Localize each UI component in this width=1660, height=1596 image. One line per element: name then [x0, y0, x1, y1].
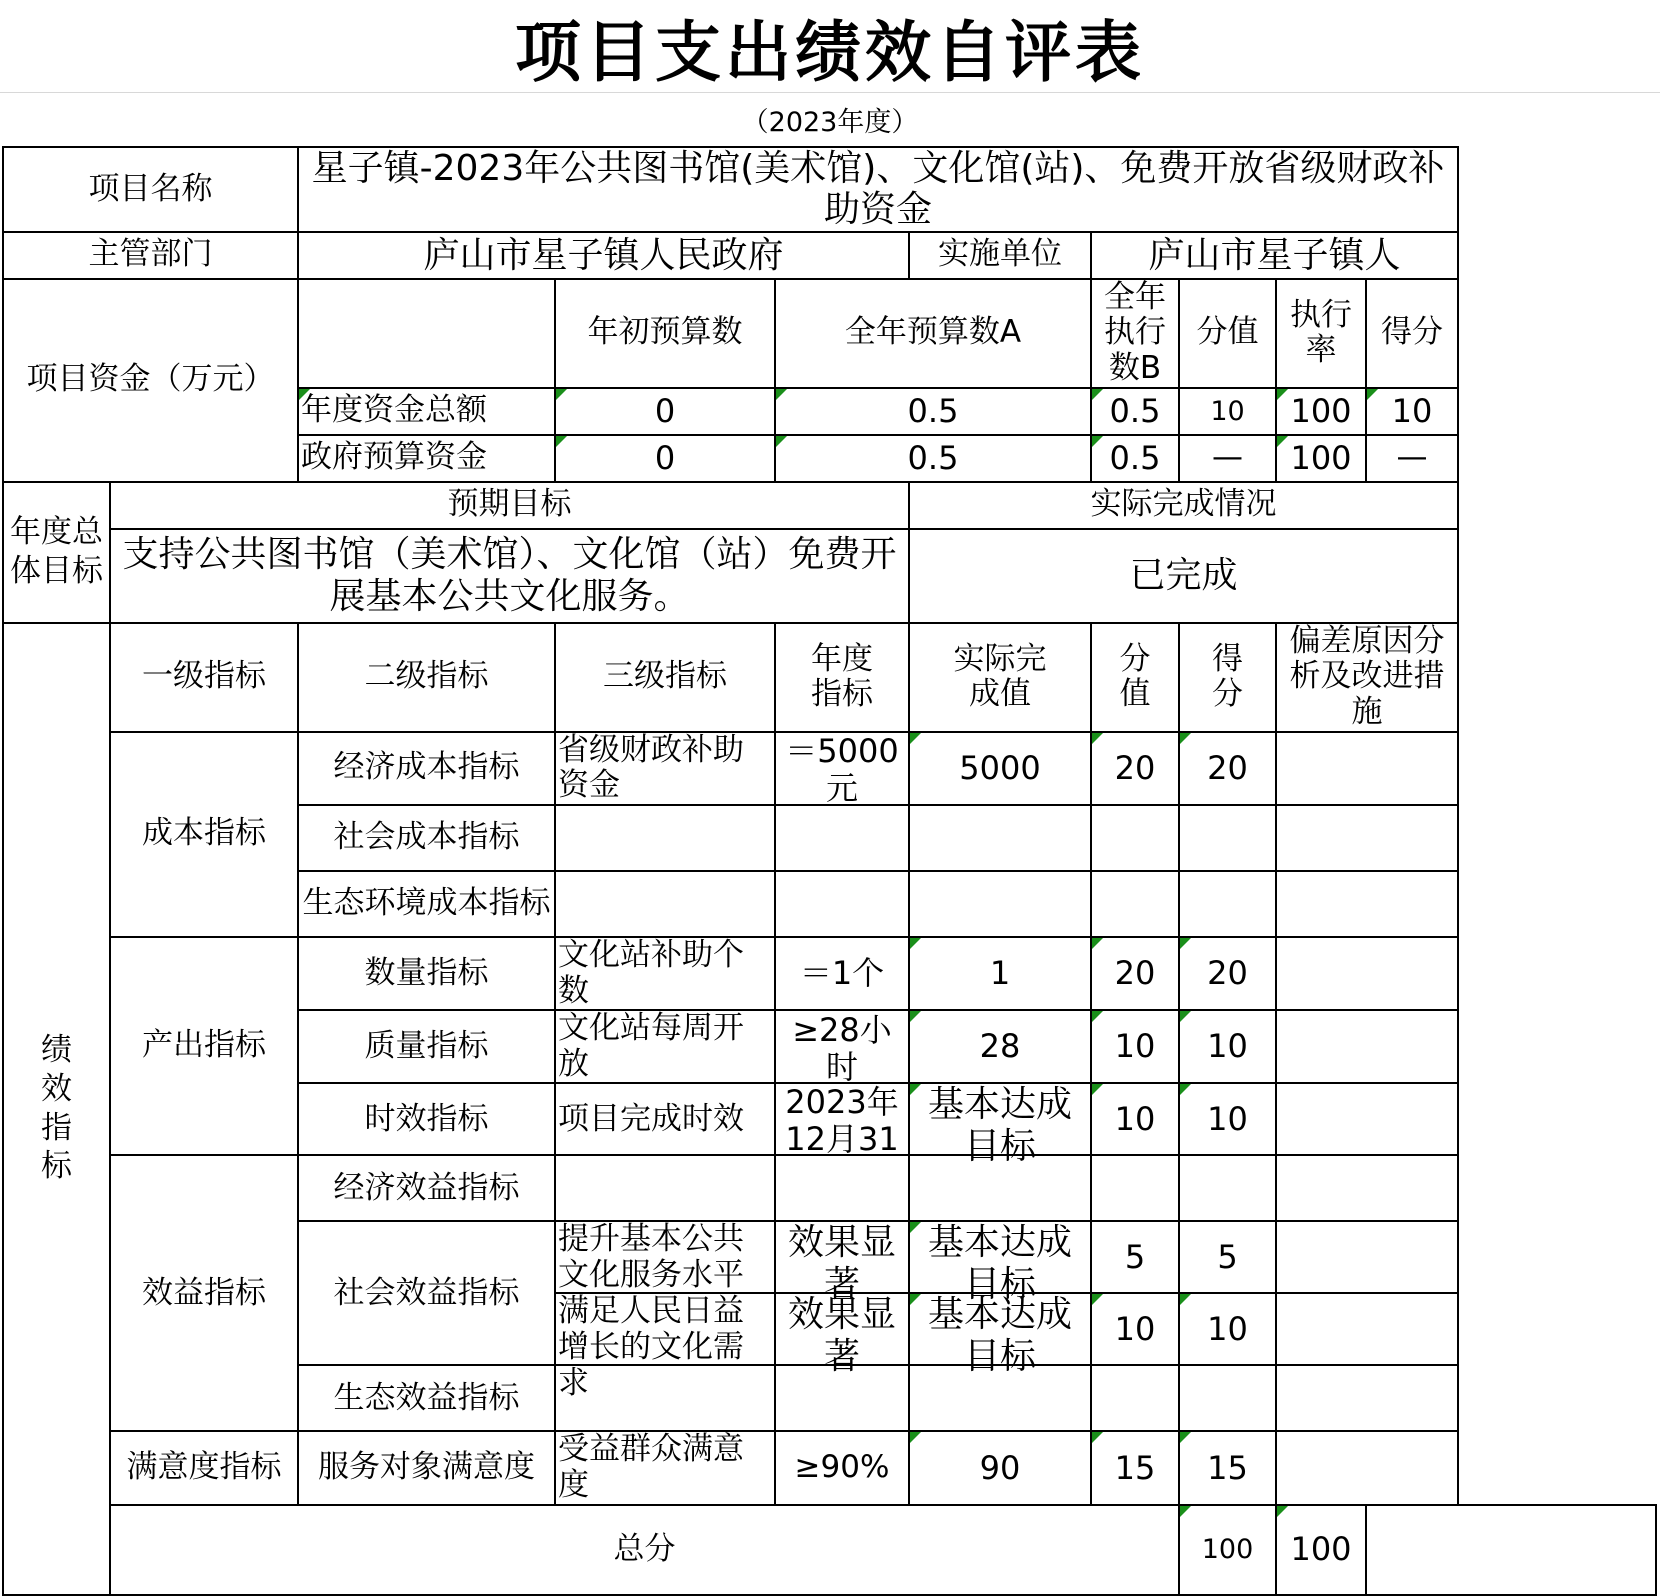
header-level3: 三级指标	[555, 623, 775, 732]
annual-text: ≥28小时	[792, 1010, 892, 1086]
total-score-value: 100	[1179, 1505, 1276, 1595]
level2-cell: 时效指标	[298, 1083, 555, 1155]
header-actual	[909, 623, 1091, 732]
deviation-cell	[1276, 1221, 1458, 1293]
deviation-cell	[1276, 1010, 1458, 1083]
level3-text: 满足人民日益增长的文化需求	[558, 1293, 744, 1401]
funds-rate-value: 100	[1276, 435, 1366, 482]
deviation-cell	[1276, 732, 1458, 805]
indicator-row	[3, 1155, 1656, 1221]
annual-cell	[775, 1010, 909, 1086]
score-cell	[1179, 1155, 1276, 1221]
funds-header-executed: 全年执行数B	[1091, 279, 1179, 388]
group-satisfaction: 满意度指标	[110, 1431, 298, 1504]
expected-goal-label: 预期目标	[110, 482, 909, 529]
indicators-label	[3, 623, 110, 1595]
total-row	[3, 1505, 1656, 1595]
score-cell: 20	[1179, 732, 1276, 805]
level3-cell	[555, 805, 775, 871]
dept-value: 庐山市星子镇人民政府	[298, 232, 909, 279]
deviation-cell	[1276, 1293, 1458, 1365]
actual-cell: 90	[909, 1431, 1091, 1504]
level2-cell: 经济成本指标	[298, 732, 555, 805]
indicator-row	[3, 732, 1656, 805]
score-value-cell	[1091, 871, 1179, 937]
level3-cell	[555, 1293, 775, 1401]
group-benefit: 效益指标	[110, 1155, 298, 1431]
level3-cell	[555, 871, 775, 937]
goals-label: 年度总体目标	[3, 482, 110, 623]
score-cell	[1179, 871, 1276, 937]
actual-cell: 5000	[909, 732, 1091, 805]
level3-cell	[555, 1155, 775, 1221]
actual-text: 基本达成目标	[927, 1084, 1072, 1167]
score-value-cell: 10	[1091, 1083, 1179, 1155]
funds-header-score: 得分	[1366, 279, 1458, 388]
total-label: 总分	[110, 1505, 1179, 1595]
self-evaluation-table	[2, 146, 1657, 1596]
deviation-cell	[1276, 1365, 1458, 1431]
indicators-header-row	[3, 623, 1656, 732]
deviation-cell	[1276, 1431, 1458, 1504]
deviation-cell	[1276, 871, 1458, 937]
actual-completion-text: 已完成	[909, 529, 1458, 623]
level2-cell: 数量指标	[298, 937, 555, 1010]
impl-label: 实施单位	[909, 232, 1091, 279]
header-annual	[775, 623, 909, 732]
score-cell	[1179, 805, 1276, 871]
level3-text: 提升基本公共文化服务水平	[558, 1221, 744, 1294]
dept-label: 主管部门	[3, 232, 298, 279]
expected-goal-text: 支持公共图书馆（美术馆）、文化馆（站）免费开展基本公共文化服务。	[110, 529, 909, 623]
level3-cell: 省级财政补助资金	[555, 732, 775, 805]
header-level2: 二级指标	[298, 623, 555, 732]
goals-header-row	[3, 482, 1656, 529]
actual-completion-label: 实际完成情况	[909, 482, 1458, 529]
level3-cell	[555, 1221, 775, 1293]
annual-cell	[775, 1221, 909, 1305]
form-year: （2023年度）	[741, 107, 919, 138]
funds-header-row	[3, 279, 1656, 388]
score-value-cell: 5	[1091, 1221, 1179, 1293]
level2-cell: 质量指标	[298, 1010, 555, 1083]
score-value-cell: 15	[1091, 1431, 1179, 1504]
funds-executed-value: 0.5	[1091, 388, 1179, 435]
header-score-text: 得分	[1212, 640, 1243, 713]
indicator-row	[3, 1431, 1656, 1504]
deviation-cell	[1276, 1155, 1458, 1221]
actual-text: 基本达成目标	[927, 1222, 1072, 1305]
funds-header-initial: 年初预算数	[555, 279, 775, 388]
actual-cell	[909, 1221, 1091, 1305]
level2-cell: 生态环境成本指标	[298, 871, 555, 937]
score-value-cell: 10	[1091, 1293, 1179, 1365]
funds-initial-value: 0	[555, 435, 775, 482]
score-value-cell	[1091, 1155, 1179, 1221]
annual-cell	[775, 1293, 909, 1377]
annual-cell	[775, 1083, 909, 1159]
level3-cell: 受益群众满意度	[555, 1431, 775, 1504]
actual-cell	[909, 805, 1091, 871]
form-title: 项目支出绩效自评表	[0, 0, 1660, 93]
funds-score-value: —	[1179, 435, 1276, 482]
funds-header-score-value: 分值	[1179, 279, 1276, 388]
annual-cell	[775, 732, 909, 808]
score-cell: 10	[1179, 1010, 1276, 1083]
project-name-label: 项目名称	[3, 147, 298, 232]
funds-score-value: 10	[1179, 388, 1276, 435]
level2-cell: 社会成本指标	[298, 805, 555, 871]
score-value-cell	[1091, 805, 1179, 871]
annual-cell	[775, 871, 909, 937]
project-name-value: 星子镇-2023年公共图书馆(美术馆)、文化馆(站)、免费开放省级财政补助资金	[298, 147, 1458, 232]
group-cost: 成本指标	[110, 732, 298, 937]
score-value-cell: 10	[1091, 1010, 1179, 1083]
score-cell: 10	[1179, 1083, 1276, 1155]
indicator-row	[3, 937, 1656, 1010]
funds-annual-value: 0.5	[775, 435, 1091, 482]
score-cell: 15	[1179, 1431, 1276, 1504]
actual-cell	[909, 1365, 1091, 1431]
header-score	[1179, 623, 1276, 732]
annual-text: ＝5000元	[785, 732, 899, 808]
funds-initial-value: 0	[555, 388, 775, 435]
header-score-value-text: 分值	[1119, 640, 1151, 713]
deviation-cell	[1276, 937, 1458, 1010]
annual-text: 效果显著	[787, 1222, 896, 1305]
level3-cell	[555, 1365, 775, 1431]
header-annual-text: 年度指标	[811, 640, 873, 713]
goals-content-row	[3, 529, 1656, 623]
funds-rate-value: 100	[1276, 388, 1366, 435]
funds-score: 10	[1366, 388, 1458, 435]
actual-cell	[909, 871, 1091, 937]
total-deviation	[1366, 1505, 1656, 1595]
actual-text: 基本达成目标	[927, 1294, 1072, 1377]
score-value-cell: 20	[1091, 937, 1179, 1010]
actual-cell	[909, 1293, 1091, 1377]
funds-row-name: 年度资金总额	[298, 388, 555, 435]
header-actual-text: 实际完成值	[953, 640, 1047, 713]
funds-header-annual: 全年预算数A	[775, 279, 1091, 388]
funds-row-name: 政府预算资金	[298, 435, 555, 482]
score-cell: 5	[1179, 1221, 1276, 1293]
funds-header-blank	[298, 279, 555, 388]
level3-cell: 文化站每周开放	[555, 1010, 775, 1083]
header-score-value	[1091, 623, 1179, 732]
header-deviation: 偏差原因分析及改进措施	[1276, 623, 1458, 732]
score-cell: 10	[1179, 1293, 1276, 1365]
score-value-cell	[1091, 1365, 1179, 1431]
funds-header-rate: 执行率	[1276, 279, 1366, 388]
annual-text: 2023年12月31	[785, 1083, 899, 1159]
annual-cell	[775, 1155, 909, 1221]
deviation-cell	[1276, 1083, 1458, 1155]
score-cell: 20	[1179, 937, 1276, 1010]
actual-cell: 1	[909, 937, 1091, 1010]
level2-cell: 生态效益指标	[298, 1365, 555, 1431]
level3-cell: 文化站补助个数	[555, 937, 775, 1010]
funds-annual-value: 0.5	[775, 388, 1091, 435]
annual-cell	[775, 937, 909, 1010]
actual-cell	[909, 1155, 1091, 1221]
annual-cell	[775, 1365, 909, 1431]
score-cell	[1179, 1365, 1276, 1431]
level2-cell: 服务对象满意度	[298, 1431, 555, 1504]
header-level1: 一级指标	[110, 623, 298, 732]
department-row	[3, 232, 1656, 279]
funds-score: —	[1366, 435, 1458, 482]
level3-cell: 项目完成时效	[555, 1083, 775, 1155]
annual-text: 效果显著	[787, 1294, 896, 1377]
deviation-cell	[1276, 805, 1458, 871]
annual-text: ＝1个	[799, 954, 885, 993]
annual-cell: ≥90%	[775, 1431, 909, 1504]
funds-label: 项目资金（万元）	[3, 279, 298, 482]
project-name-row	[3, 147, 1656, 232]
score-value-cell: 20	[1091, 732, 1179, 805]
level2-cell: 社会效益指标	[298, 1221, 555, 1365]
funds-executed-value: 0.5	[1091, 435, 1179, 482]
total-score: 100	[1276, 1505, 1366, 1595]
actual-cell: 28	[909, 1010, 1091, 1083]
annual-cell	[775, 805, 909, 871]
actual-cell	[909, 1083, 1091, 1167]
impl-value: 庐山市星子镇人	[1091, 232, 1458, 279]
level2-cell: 经济效益指标	[298, 1155, 555, 1221]
group-output: 产出指标	[110, 937, 298, 1156]
indicators-label-text: 绩效指标	[41, 1032, 72, 1185]
